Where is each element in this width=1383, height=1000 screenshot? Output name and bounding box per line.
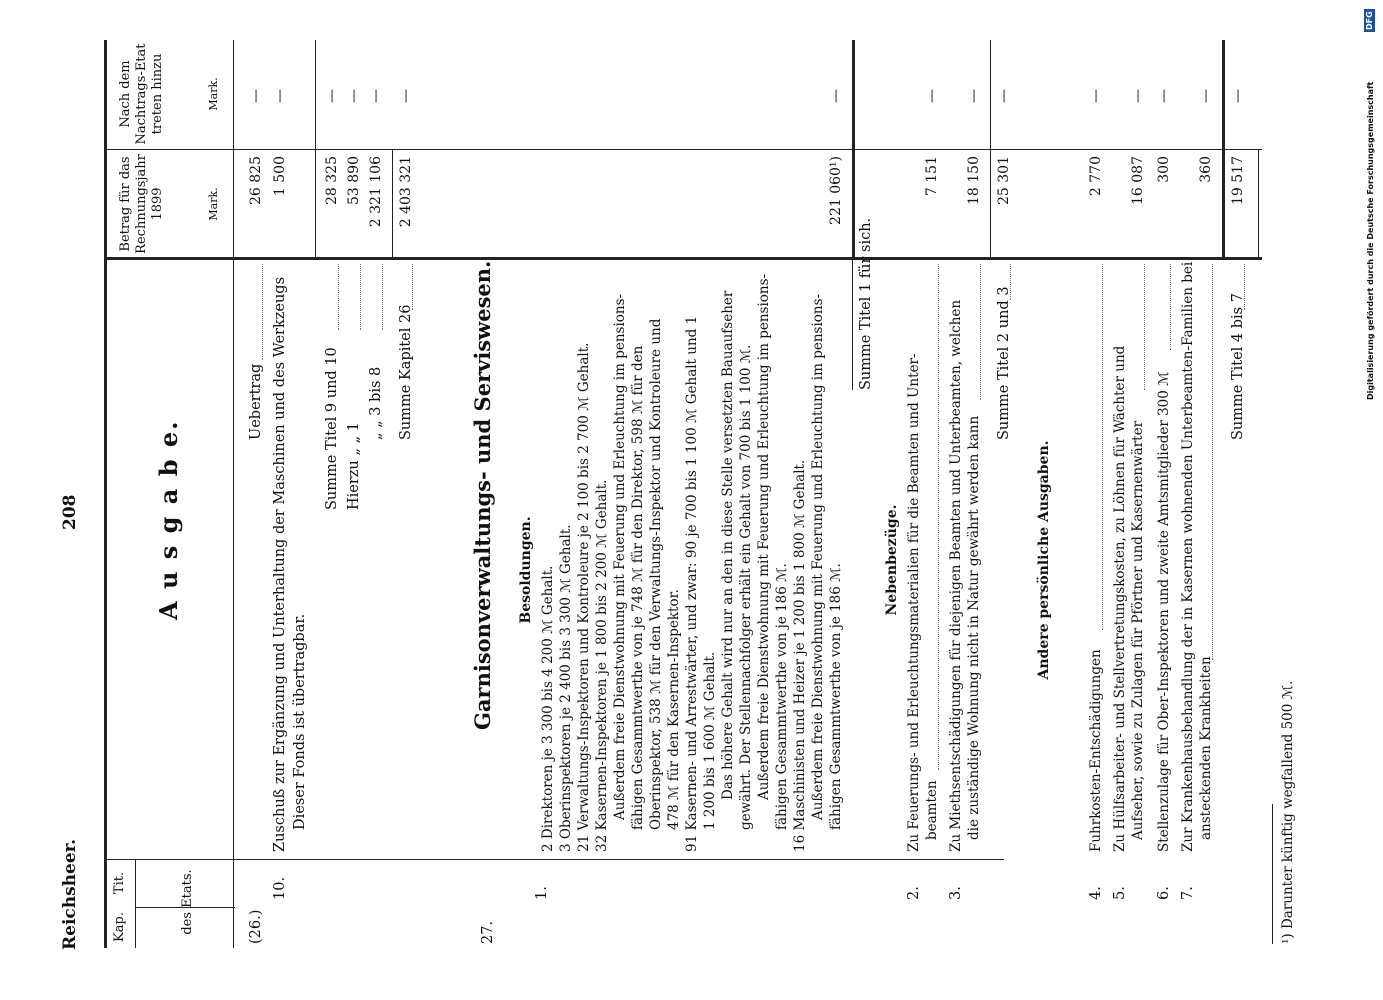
- col-rule-tit: [135, 860, 136, 948]
- andere-ausgaben-heading: Andere persönliche Ausgaben.: [1036, 440, 1052, 680]
- dot-leader: [1010, 264, 1011, 300]
- tit-1-sum-label: Summe Titel 1 für sich.: [858, 217, 874, 390]
- dot-leader: [412, 264, 413, 310]
- hierzu-1-amount: 53 890: [346, 156, 362, 205]
- tit-2-text: Zu Feuerungs- und Erleuchtungsmaterialien für die Beamten und Unter-: [906, 353, 922, 852]
- col-nachtrag-header: Nach dem Nachtrags-Etat treten hinzu: [118, 43, 165, 145]
- sum-kapitel-26-add: —: [398, 89, 414, 103]
- tit-2-add: —: [924, 89, 940, 103]
- besoldung-line: gewährt. Der Stellennachfolger erhält ein Gehalt von 700 bis 1 100 ℳ.: [738, 344, 754, 830]
- besoldung-line: 21 Verwaltungs-Inspektoren und Kontroleure je 2 100 bis 2 700 ℳ Gehalt.: [576, 342, 592, 852]
- besoldung-line: 478 ℳ für den Kasernen-Inspektor.: [666, 589, 682, 830]
- tit-4-number: 4.: [1088, 886, 1104, 900]
- dfg-side-note: Digitalisierung gefördert durch die Deutsche Forschungsgemeinschaft: [1366, 81, 1375, 400]
- besoldung-line: fähigen Gesammtwerthe von je 186 ℳ.: [828, 563, 844, 830]
- nebenbezuege-heading: Nebenbezüge.: [884, 504, 900, 616]
- besoldung-line: Das höhere Gehalt wird nur an den in diese Stelle versetzten Bauaufseher: [720, 290, 736, 800]
- sum-9-10-label: Summe Titel 9 und 10: [324, 347, 340, 510]
- tit-1-sum-underline: [852, 260, 853, 390]
- tit-10-text: Zuschuß zur Ergänzung und Unterhaltung der Maschinen und des Werkzeugs: [272, 276, 288, 852]
- uebertrag-label: Uebertrag: [248, 363, 264, 440]
- dot-leader: [382, 264, 383, 330]
- besoldung-line: fähigen Gesammtwerthe von je 748 ℳ für den Direktor, 598 ℳ für den: [630, 345, 646, 830]
- tit-4-add: —: [1088, 89, 1104, 103]
- besoldungen-heading: Besoldungen.: [518, 516, 534, 624]
- tit-5-text: Zu Hülfsarbeiter- und Stellvertretungskosten, zu Löhnen für Wächter und: [1112, 345, 1128, 852]
- dot-leader: [1144, 264, 1145, 390]
- tit-6-add: —: [1156, 89, 1172, 103]
- sum-4-7-label: Summe Titel 4 bis 7: [1230, 293, 1246, 440]
- tit-7-text: Zur Krankenhausbehandlung der in Kasernen wohnenden Unterbeamten-Familien bei: [1180, 261, 1196, 852]
- besoldung-line: 2 Direktoren je 3 300 bis 4 200 ℳ Gehalt.: [540, 565, 556, 852]
- sum-kapitel-26-label: Summe Kapitel 26: [398, 304, 414, 440]
- tit-5-number: 5.: [1112, 886, 1128, 900]
- besoldung-line: 16 Maschinisten und Heizer je 1 200 bis 1 800 ℳ Gehalt.: [792, 459, 808, 852]
- besoldung-line: Oberinspektor, 538 ℳ für den Verwaltungs-Inspektor und Kontroleure und: [648, 318, 664, 830]
- tit-3-amount: 18 150: [966, 156, 982, 205]
- besoldung-line: 32 Kasernen-Inspektoren je 1 800 bis 2 200 ℳ Gehalt.: [594, 479, 610, 852]
- col-rule-text-left: [104, 859, 1004, 860]
- tit-10-amount: 1 500: [272, 156, 288, 197]
- tit-6-number: 6.: [1156, 886, 1172, 900]
- uebertrag-add: —: [248, 89, 264, 103]
- tit-4-text: Fuhrkosten-Entschädigungen: [1088, 649, 1104, 852]
- dot-leader: [338, 264, 339, 330]
- col-kap-header: Kap.: [112, 912, 127, 942]
- sum-2-3-amount: 25 301: [996, 156, 1012, 205]
- tit-5-add: —: [1130, 89, 1146, 103]
- dot-leader: [1102, 264, 1103, 630]
- tit-4-amount: 2 770: [1088, 156, 1104, 197]
- besoldung-line: Außerdem freie Dienstwohnung mit Feuerung und Erleuchtung im pensions-: [612, 293, 628, 820]
- dot-leader: [1212, 264, 1213, 660]
- table-top-rule: [104, 40, 107, 948]
- besoldung-line: 91 Kasernen- und Arrestwärter, und zwar: 90 je 700 bis 1 100 ℳ Gehalt und 1: [684, 315, 700, 852]
- tit-3-number: 3.: [948, 886, 964, 900]
- sum-4-7-rule: [1222, 40, 1225, 260]
- tit-2-amount: 7 151: [924, 156, 940, 197]
- tit-2-text: beamten: [924, 780, 940, 840]
- tit-1-number: 1.: [534, 886, 550, 900]
- tit-1-amount: 221 060¹): [828, 156, 844, 225]
- sum-kapitel-26-amount: 2 403 321: [398, 156, 414, 228]
- page-number: 208: [60, 494, 80, 530]
- tit-1-sum-rule: [852, 40, 855, 260]
- sum-9-10-add: —: [324, 89, 340, 103]
- tit-10-add: —: [272, 89, 288, 103]
- kap-26-number: (26.): [248, 909, 264, 944]
- tit-3-add: —: [966, 89, 982, 103]
- col-des-etats-header: des Etats.: [180, 869, 195, 935]
- tit-3-text: die zuständige Wohnung nicht in Natur gewährt werden kann: [966, 415, 982, 840]
- sum-26-rule: [315, 40, 316, 260]
- sum-kap26-rule: [392, 150, 393, 260]
- header-bottom-rule: [233, 40, 234, 948]
- running-head: Reichsheer.: [60, 839, 80, 950]
- hierzu-3-8-amount: 2 321 106: [368, 156, 384, 228]
- tit-5-text: Aufseher, sowie zu Zulagen für Pförtner und Kasernenwärter: [1130, 420, 1146, 840]
- sum-4-7-amount: 19 517: [1230, 156, 1246, 205]
- dot-leader: [938, 264, 939, 770]
- col-betrag-unit: Mark.: [207, 187, 220, 221]
- besoldung-line: 3 Oberinspektoren je 2 400 bis 3 300 ℳ Gehalt.: [558, 524, 574, 852]
- footnote: ¹) Darunter künftig wegfallend 500 ℳ.: [1280, 680, 1296, 944]
- dot-leader: [980, 264, 981, 400]
- tit-10-number: 10.: [272, 876, 288, 900]
- sum-4-7-add: —: [1230, 89, 1246, 103]
- dot-leader: [1170, 264, 1171, 350]
- sum-4-7-bottom-rule: [1258, 150, 1259, 260]
- col-betrag-header: Betrag für das Rechnungsjahr 1899: [118, 154, 165, 254]
- besoldung-line: 1 200 bis 1 600 ℳ Gehalt.: [702, 651, 718, 830]
- besoldung-line: Außerdem freie Dienstwohnung mit Feuerung und Erleuchtung im pensions-: [810, 293, 826, 820]
- hierzu-3-8-add: —: [368, 89, 384, 103]
- tit-1-add: —: [828, 89, 844, 103]
- dot-leader: [360, 264, 361, 330]
- besoldung-line: fähigen Gesammtwerthe von je 186 ℳ.: [774, 563, 790, 830]
- hierzu-1-add: —: [346, 89, 362, 103]
- dfg-logo: DFG: [1365, 11, 1374, 30]
- tit-5-amount: 16 087: [1130, 156, 1146, 205]
- sum-2-3-rule: [990, 40, 991, 260]
- hierzu-1-label: Hierzu „ „ 1: [346, 422, 362, 510]
- tit-10-note: Dieser Fonds ist übertragbar.: [292, 613, 308, 830]
- tit-7-amount: 360: [1198, 156, 1214, 183]
- kap-27-title: Garnisonverwaltungs- und Serviswesen.: [470, 260, 495, 730]
- footnote-rule: [1272, 804, 1273, 944]
- col-rule-amount: [104, 149, 1262, 150]
- dot-leader: [262, 264, 263, 360]
- tit-2-number: 2.: [906, 886, 922, 900]
- uebertrag-amount: 26 825: [248, 156, 264, 205]
- kap-27-number: 27.: [480, 920, 496, 944]
- col-tit-header: Tit.: [112, 871, 127, 895]
- tit-7-add: —: [1198, 89, 1214, 103]
- dot-leader: [1244, 264, 1245, 310]
- hierzu-3-8-label: „ „ 3 bis 8: [368, 366, 384, 440]
- col-rule-text-right: [104, 257, 1262, 260]
- tit-6-text: Stellenzulage für Ober-Inspektoren und zweite Amtsmitglieder 300 ℳ: [1156, 371, 1172, 852]
- sum-2-3-label: Summe Titel 2 und 3: [996, 286, 1012, 440]
- sum-2-3-add: —: [996, 89, 1012, 103]
- besoldung-line: Außerdem freie Dienstwohnung mit Feuerung und Erleuchtung im pensions-: [756, 273, 772, 800]
- col-nachtrag-unit: Mark.: [207, 77, 220, 111]
- tit-7-text: ansteckenden Krankheiten: [1198, 656, 1214, 840]
- tit-3-text: Zu Miethsentschädigungen für diejenigen Beamten und Unterbeamten, welchen: [948, 299, 964, 852]
- tit-6-amount: 300: [1156, 156, 1172, 183]
- sum-9-10-amount: 28 325: [324, 156, 340, 205]
- tit-7-number: 7.: [1180, 886, 1196, 900]
- ausgabe-heading: A u s g a b e.: [154, 419, 183, 620]
